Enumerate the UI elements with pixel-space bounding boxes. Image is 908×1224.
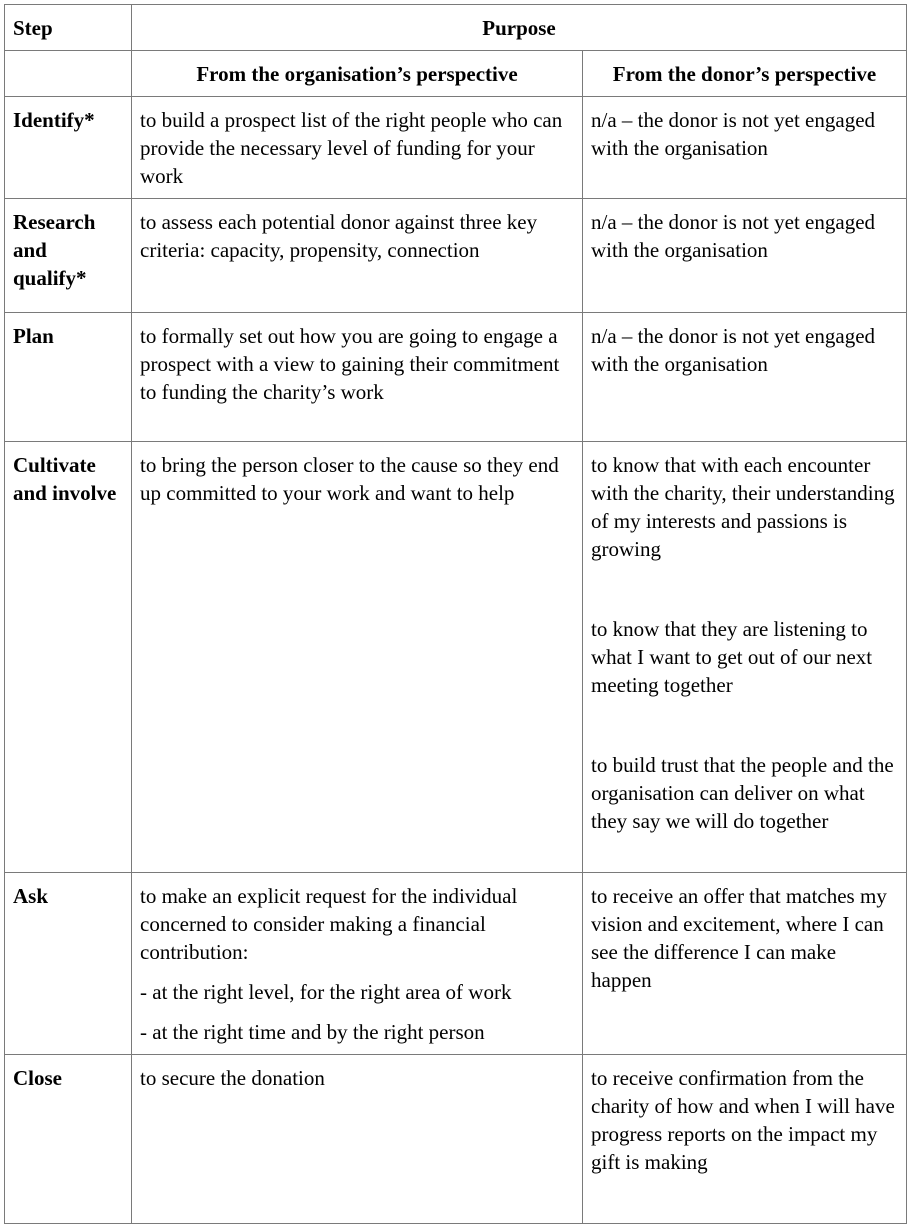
donor-purpose-cell: n/a – the donor is not yet engaged with the organisation: [583, 313, 907, 442]
donor-purpose-cell: n/a – the donor is not yet engaged with the organisation: [583, 199, 907, 313]
donor-cycle-table: [4, 4, 907, 1224]
donor-perspective-header: From the donor’s perspective: [583, 51, 907, 97]
donor-purpose-item: to know that with each encounter with the charity, their understanding of my interests and passions is growing: [591, 453, 895, 561]
step-cell: Close: [5, 1055, 132, 1224]
org-purpose-cell: to formally set out how you are going to engage a prospect with a view to gaining their commitment to funding the charity’s work: [132, 313, 583, 442]
empty-cell: [5, 51, 132, 97]
donor-purpose-cell: n/a – the donor is not yet engaged with the organisation: [583, 97, 907, 199]
org-purpose-cell: to build a prospect list of the right people who can provide the necessary level of funding for your work: [132, 97, 583, 199]
donor-purpose-cell: [583, 442, 907, 873]
org-purpose-cell: [132, 873, 583, 1055]
table-row: [5, 442, 907, 873]
subheader-row: [5, 51, 907, 97]
donor-purpose-item: to know that they are listening to what I want to get out of our next meeting together: [591, 617, 873, 697]
table-row: [5, 199, 907, 313]
org-purpose-subitem: - at the right time and by the right person: [140, 1020, 485, 1044]
table-row: [5, 1055, 907, 1224]
header-row: [5, 5, 907, 51]
table-row: [5, 873, 907, 1055]
step-cell: Identify*: [5, 97, 132, 199]
org-purpose-text: to make an explicit request for the individual concerned to consider making a financial contribution:: [140, 884, 518, 964]
org-perspective-header: From the organisation’s perspective: [132, 51, 583, 97]
step-cell: Research and qualify*: [5, 199, 132, 313]
donor-purpose-cell: to receive confirmation from the charity of how and when I will have progress reports on the impact my gift is making: [583, 1055, 907, 1224]
donor-purpose-cell: to receive an offer that matches my vision and excitement, where I can see the difference I can make happen: [583, 873, 907, 1055]
purpose-header: Purpose: [132, 5, 907, 51]
table-row: [5, 97, 907, 199]
org-purpose-cell: to bring the person closer to the cause so they end up committed to your work and want to help: [132, 442, 583, 873]
step-cell: Cultivate and involve: [5, 442, 132, 873]
org-purpose-cell: to assess each potential donor against three key criteria: capacity, propensity, connection: [132, 199, 583, 313]
step-header: Step: [5, 5, 132, 51]
step-cell: Plan: [5, 313, 132, 442]
step-cell: Ask: [5, 873, 132, 1055]
table-row: [5, 313, 907, 442]
donor-purpose-item: to build trust that the people and the organisation can deliver on what they say we will do together: [591, 753, 894, 833]
org-purpose-subitem: - at the right level, for the right area of work: [140, 980, 512, 1004]
org-purpose-cell: to secure the donation: [132, 1055, 583, 1224]
